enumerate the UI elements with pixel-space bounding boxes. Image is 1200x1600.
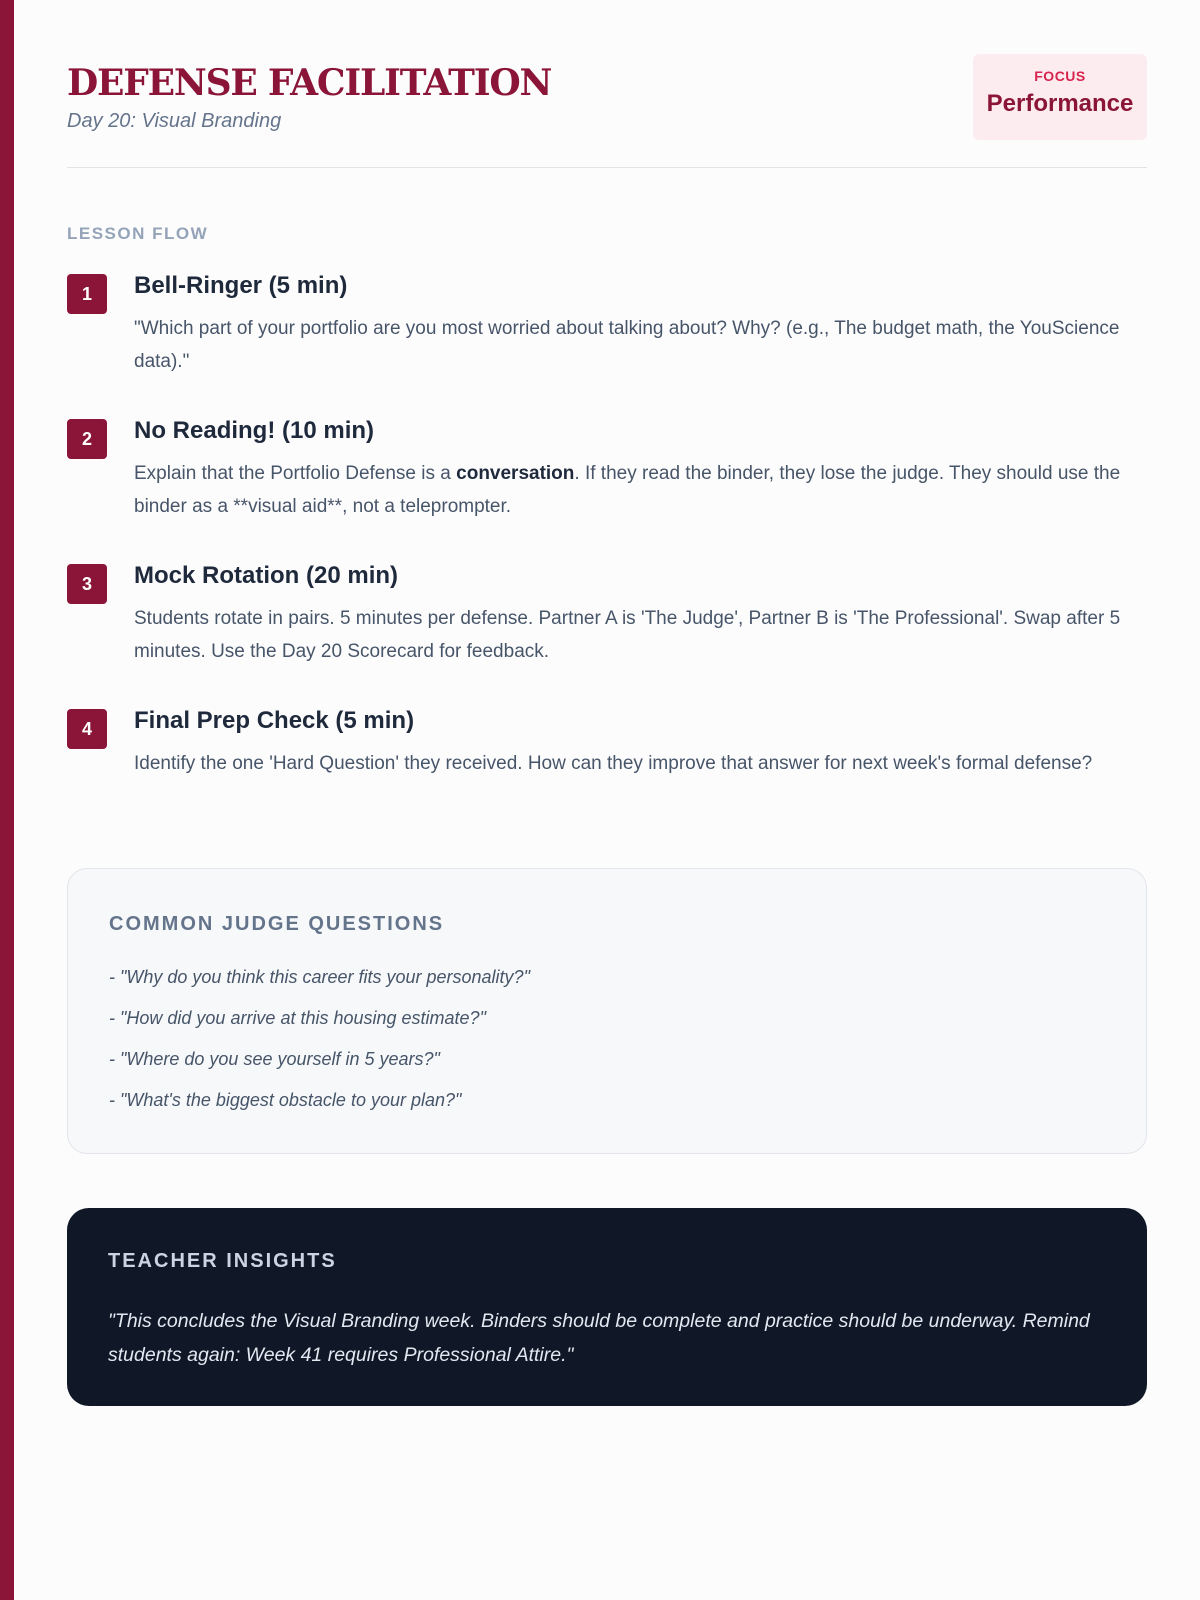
page-header xyxy=(67,0,1147,168)
lesson-step xyxy=(67,707,1147,852)
step-number: 2 xyxy=(67,419,107,459)
step-body-emphasis: conversation xyxy=(456,463,575,484)
accent-bar xyxy=(0,0,14,1600)
lesson-flow-label: LESSON FLOW xyxy=(67,224,209,243)
lesson-step xyxy=(67,562,1147,707)
lesson-step xyxy=(67,272,1147,417)
step-body: Identify the one 'Hard Question' they received. How can they improve that answer for next week's formal defense? xyxy=(134,753,1093,774)
lesson-page xyxy=(67,0,1147,1366)
judge-question: - "How did you arrive at this housing estimate?" xyxy=(109,1008,486,1028)
judge-question: - "Why do you think this career fits your personality?" xyxy=(109,967,530,987)
step-number: 4 xyxy=(67,709,107,749)
judge-questions-card xyxy=(67,868,1147,1154)
teacher-insights-quote: "This concludes the Visual Branding week. Binders should be complete and practice should be underway. Remind students again: Week 41 requires Professional Attire." xyxy=(108,1310,1090,1366)
step-number: 3 xyxy=(67,564,107,604)
judge-questions-heading: COMMON JUDGE QUESTIONS xyxy=(109,913,445,935)
focus-badge xyxy=(973,54,1147,140)
teacher-insights-card xyxy=(67,1208,1147,1406)
judge-questions-list xyxy=(109,967,530,1131)
step-title: Mock Rotation (20 min) xyxy=(134,562,399,589)
judge-question: - "Where do you see yourself in 5 years?" xyxy=(109,1049,440,1069)
step-body: "Which part of your portfolio are you most worried about talking about? Why? (e.g., The budget math, the YouScience data)." xyxy=(134,318,1120,372)
page-subtitle: Day 20: Visual Branding xyxy=(67,110,282,132)
judge-question: - "What's the biggest obstacle to your plan?" xyxy=(109,1090,462,1110)
focus-label: FOCUS xyxy=(1034,68,1086,84)
step-body-text: Explain that the Portfolio Defense is a xyxy=(134,463,457,484)
focus-value: Performance xyxy=(986,90,1134,117)
step-body-text: . If they read the binder, they lose the judge. They should use the binder as a **visual aid**, not a teleprompter. xyxy=(134,463,1121,517)
step-title: Final Prep Check (5 min) xyxy=(134,707,415,734)
step-body: Students rotate in pairs. 5 minutes per defense. Partner A is 'The Judge', Partner B is 'The Professional'. Swap after 5 minutes. Use the Day 20 Scorecard for feedback. xyxy=(134,608,1121,662)
lesson-steps xyxy=(67,272,1147,852)
step-title: Bell-Ringer (5 min) xyxy=(134,272,348,299)
step-title: No Reading! (10 min) xyxy=(134,417,375,444)
page-title: DEFENSE FACILITATION xyxy=(67,62,552,104)
step-number: 1 xyxy=(67,274,107,314)
lesson-step xyxy=(67,417,1147,562)
step-body xyxy=(134,457,1144,523)
teacher-insights-heading: TEACHER INSIGHTS xyxy=(108,1250,337,1272)
